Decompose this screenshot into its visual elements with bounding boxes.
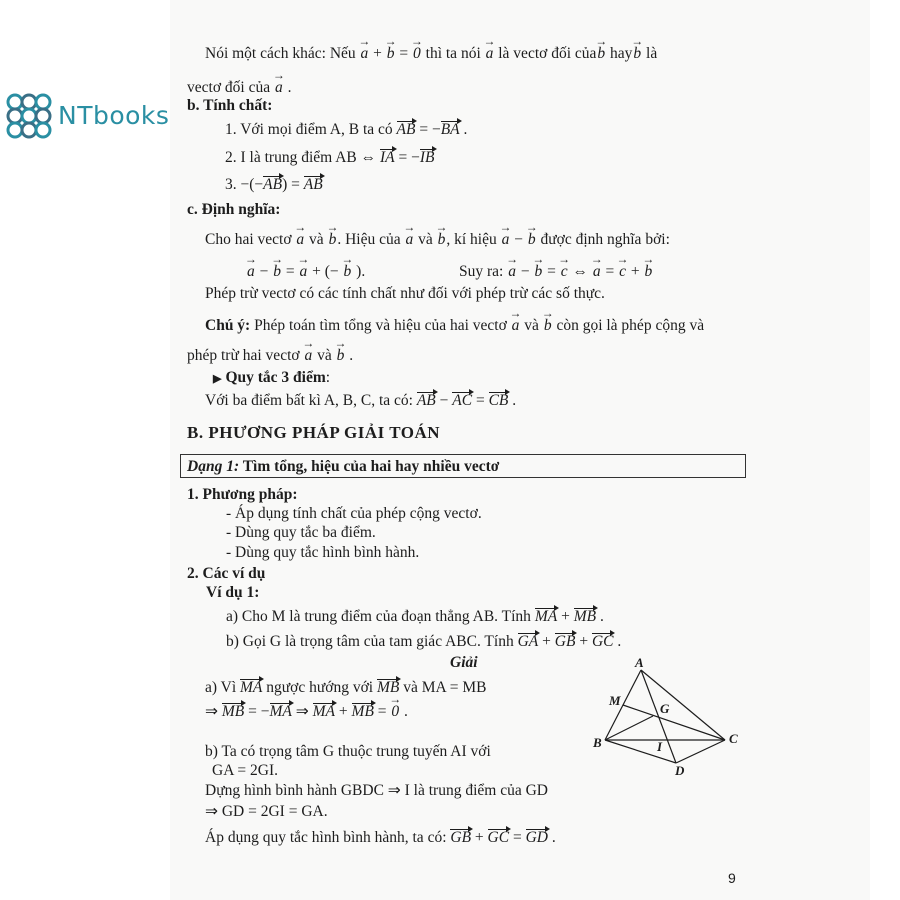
intro-line-2: vectơ đối của → a . (187, 78, 291, 98)
property-text: 2. I là trung điểm AB ⇔ (225, 149, 377, 166)
example-1-title: Ví dụ 1: (206, 584, 260, 601)
note-line: Phép trừ vectơ có các tính chất như đối với phép trừ các số thực. (205, 285, 605, 302)
question-text: b) Gọi G là trọng tâm của tam giác ABC. Tính (226, 633, 514, 650)
label-i: I (657, 739, 663, 754)
dang-1-text: Tìm tổng, hiệu của hai hay nhiều vectơ (242, 458, 500, 475)
triangle-figure (585, 655, 745, 780)
chu-y-text: Phép toán tìm tổng và hiệu của hai vectơ (254, 317, 507, 334)
property-text: 1. Với mọi điểm A, B ta có (225, 121, 393, 138)
intro-text: Nói một cách khác: Nếu (205, 45, 356, 62)
property-3: 3. −(−AB) = AB (225, 176, 323, 193)
solution-b-line-2: GA = 2GI. (212, 762, 279, 779)
suy-ra-formula: Suy ra: → a − → b = → c ⇔ → a = → c + → b (459, 262, 653, 282)
label-m: M (609, 693, 621, 708)
solution-b-line-1: b) Ta có trọng tâm G thuộc trung tuyến AI với (205, 743, 491, 760)
intro-text: thì ta nói (425, 45, 481, 62)
definition-text: và (309, 231, 324, 248)
ntbooks-logo (2, 90, 169, 140)
property-text: 3. (225, 176, 237, 193)
definition-text: , kí hiệu (446, 231, 497, 248)
definition-formula: → a − → b = → a + (− → b ). (246, 262, 365, 282)
chu-y-label: Chú ý: (205, 317, 251, 334)
triangle-bullet-icon: ▶ (213, 373, 222, 385)
intro-text: hay (610, 45, 633, 62)
ntbooks-logo-icon (2, 90, 54, 140)
solution-text: a) Vì (205, 679, 237, 696)
definition-text: Cho hai vectơ (205, 231, 292, 248)
intro-text: là vectơ đối của (498, 45, 597, 62)
method-item: - Áp dụng tính chất của phép cộng vectơ. (226, 505, 482, 522)
definition-text: được định nghĩa bởi: (540, 231, 670, 248)
question-b: b) Gọi G là trọng tâm của tam giác ABC. Tính GA + GB + GC . (226, 633, 622, 650)
rule-title-text: Quy tắc 3 điểm (225, 369, 326, 386)
solution-text: ngược hướng với (266, 679, 374, 696)
label-d: D (675, 763, 685, 778)
solution-a-line-2: ⇒ MB = −MA ⇒ MA + MB = → 0 . (205, 702, 408, 722)
dang-1-title (187, 457, 499, 477)
solution-a-line-1: a) Vì MA ngược hướng với MB và MA = MB (205, 679, 487, 696)
suy-ra-label: Suy ra: (459, 263, 504, 280)
method-item: - Dùng quy tắc ba điểm. (226, 524, 376, 541)
solution-text: Áp dụng quy tắc hình bình hành, ta có: (205, 829, 447, 846)
intro-line-1: Nói một cách khác: Nếu → a + → b = → 0 thì ta nói → a là vectơ đối của→ b hay→ b là (205, 44, 657, 64)
page-number: 9 (728, 870, 736, 886)
intro-text: vectơ đối của (187, 79, 271, 96)
question-text: a) Cho M là trung điểm của đoạn thẳng AB. Tính (226, 608, 531, 625)
solution-b-line-4: ⇒ GD = 2GI = GA. (205, 803, 328, 820)
intro-text: là (646, 45, 658, 62)
question-a: a) Cho M là trung điểm của đoạn thẳng AB. Tính MA + MB . (226, 608, 604, 625)
rule-text: Với ba điểm bất kì A, B, C, ta có: (205, 392, 413, 409)
solution-b-line-3: Dựng hình bình hành GBDC ⇒ I là trung điểm của GD (205, 782, 548, 799)
dang-1-label: Dạng 1: (187, 458, 240, 475)
examples-title: 2. Các ví dụ (187, 565, 266, 582)
solution-label: Giải (450, 654, 478, 671)
label-g: G (660, 701, 670, 716)
segment-bd (605, 740, 676, 763)
definition-text: và (418, 231, 433, 248)
solution-b-line-5: Áp dụng quy tắc hình bình hành, ta có: GB + GC = GD . (205, 829, 556, 846)
label-b: B (593, 735, 602, 750)
label-a: A (635, 655, 644, 670)
section-c-title: c. Định nghĩa: (187, 201, 281, 218)
chu-y-text: còn gọi là phép cộng và (556, 317, 705, 334)
solution-text: và MA = MB (403, 679, 487, 696)
method-item: - Dùng quy tắc hình bình hành. (226, 544, 420, 561)
definition-text: . Hiệu của (337, 231, 401, 248)
label-c: C (729, 731, 738, 746)
property-2: 2. I là trung điểm AB ⇔ IA = −IB (225, 149, 435, 166)
section-b-heading: B. PHƯƠNG PHÁP GIẢI TOÁN (187, 423, 441, 442)
chu-y-line-2: phép trừ hai vectơ → a và → b . (187, 346, 353, 366)
segment-mc (623, 705, 725, 740)
definition-line: Cho hai vectơ → a và → b. Hiệu của → a và → b, kí hiệu → a − → b được định nghĩa bởi: (205, 230, 670, 250)
property-1: 1. Với mọi điểm A, B ta có AB = −BA . (225, 121, 468, 138)
method-title: 1. Phương pháp: (187, 486, 298, 503)
logo-text: NTbooks (58, 100, 170, 130)
rule-title: ▶ Quy tắc 3 điểm: (213, 369, 331, 386)
segment-bg (605, 716, 653, 740)
segment-dc (676, 740, 725, 763)
rule-line: Với ba điểm bất kì A, B, C, ta có: AB − AC = CB . (205, 392, 517, 409)
section-b-title: b. Tính chất: (187, 97, 273, 114)
chu-y-text: phép trừ hai vectơ (187, 347, 300, 364)
chu-y-line: Chú ý: Phép toán tìm tổng và hiệu của hai vectơ → a và → b còn gọi là phép cộng và (205, 316, 704, 336)
